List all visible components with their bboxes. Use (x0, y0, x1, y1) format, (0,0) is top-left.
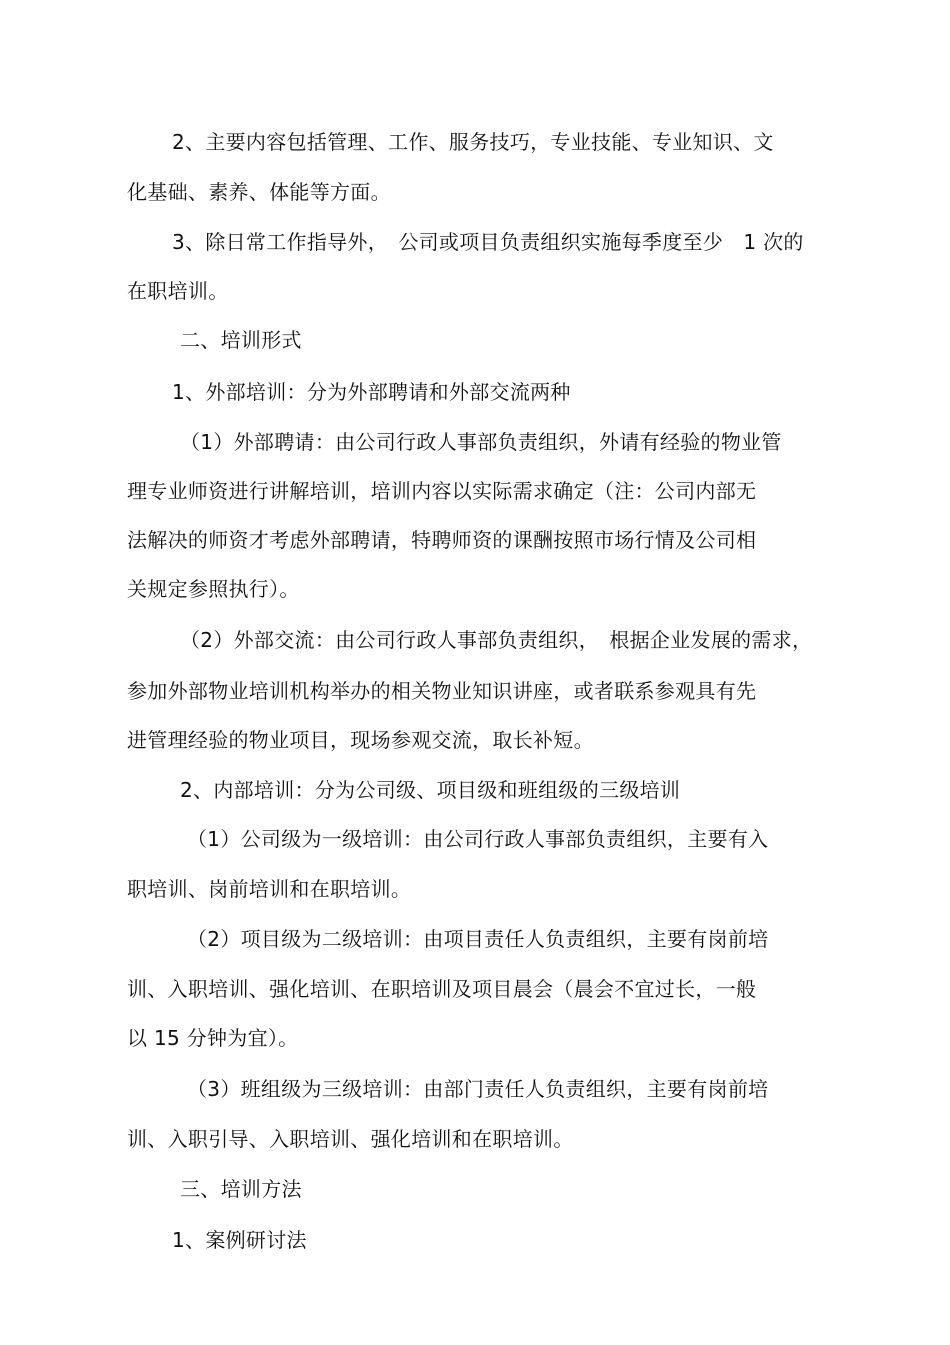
content-line-team-level: （3）班组级为三级培训：由部门责任人负责组织，主要有岗前培 (187, 1077, 769, 1101)
content-line-external-hiring: （1）外部聘请：由公司行政人事部负责组织，外请有经验的物业管 (180, 430, 782, 454)
content-line-external-exchange-cont-2: 进管理经验的物业项目，现场参观交流，取长补短。 (127, 728, 594, 752)
content-line-external-hiring-cont-1: 理专业师资进行讲解培训，培训内容以实际需求确定（注：公司内部无 (127, 479, 757, 503)
section-heading-training-forms: 二、培训形式 (180, 328, 302, 352)
content-line-company-level: （1）公司级为一级培训：由公司行政人事部负责组织，主要有入 (187, 827, 769, 851)
content-line-external-exchange: （2）外部交流：由公司行政人事部负责组织， 根据企业发展的需求， (180, 628, 813, 652)
content-line-case-study: 1、案例研讨法 (172, 1228, 307, 1252)
content-line-external-training: 1、外部培训：分为外部聘请和外部交流两种 (172, 380, 571, 404)
content-line-external-hiring-cont-3: 关规定参照执行）。 (127, 577, 300, 601)
content-line-external-exchange-cont-1: 参加外部物业培训机构举办的相关物业知识讲座，或者联系参观具有先 (127, 679, 757, 703)
content-line-quarterly-training-cont: 在职培训。 (127, 279, 229, 303)
content-line-external-hiring-cont-2: 法解决的师资才考虑外部聘请，特聘师资的课酬按照市场行情及公司相 (127, 528, 757, 552)
content-line-training-scope: 2、主要内容包括管理、工作、服务技巧，专业技能、专业知识、文 (172, 130, 774, 154)
content-line-team-level-cont: 训、入职引导、入职培训、强化培训和在职培训。 (127, 1127, 574, 1151)
content-line-training-scope-cont: 化基础、素养、体能等方面。 (127, 180, 391, 204)
content-line-project-level: （2）项目级为二级培训：由项目责任人负责组织，主要有岗前培 (187, 927, 769, 951)
content-line-project-level-cont-1: 训、入职培训、强化培训、在职培训及项目晨会（晨会不宜过长，一般 (127, 977, 757, 1001)
section-heading-training-methods: 三、培训方法 (180, 1177, 302, 1201)
content-line-internal-training: 2、内部培训：分为公司级、项目级和班组级的三级培训 (180, 778, 681, 802)
content-line-project-level-cont-2: 以 15 分钟为宜）。 (127, 1026, 299, 1050)
content-line-company-level-cont: 职培训、岗前培训和在职培训。 (127, 877, 412, 901)
content-line-quarterly-training: 3、除日常工作指导外， 公司或项目负责组织实施每季度至少 1 次的 (172, 230, 804, 254)
